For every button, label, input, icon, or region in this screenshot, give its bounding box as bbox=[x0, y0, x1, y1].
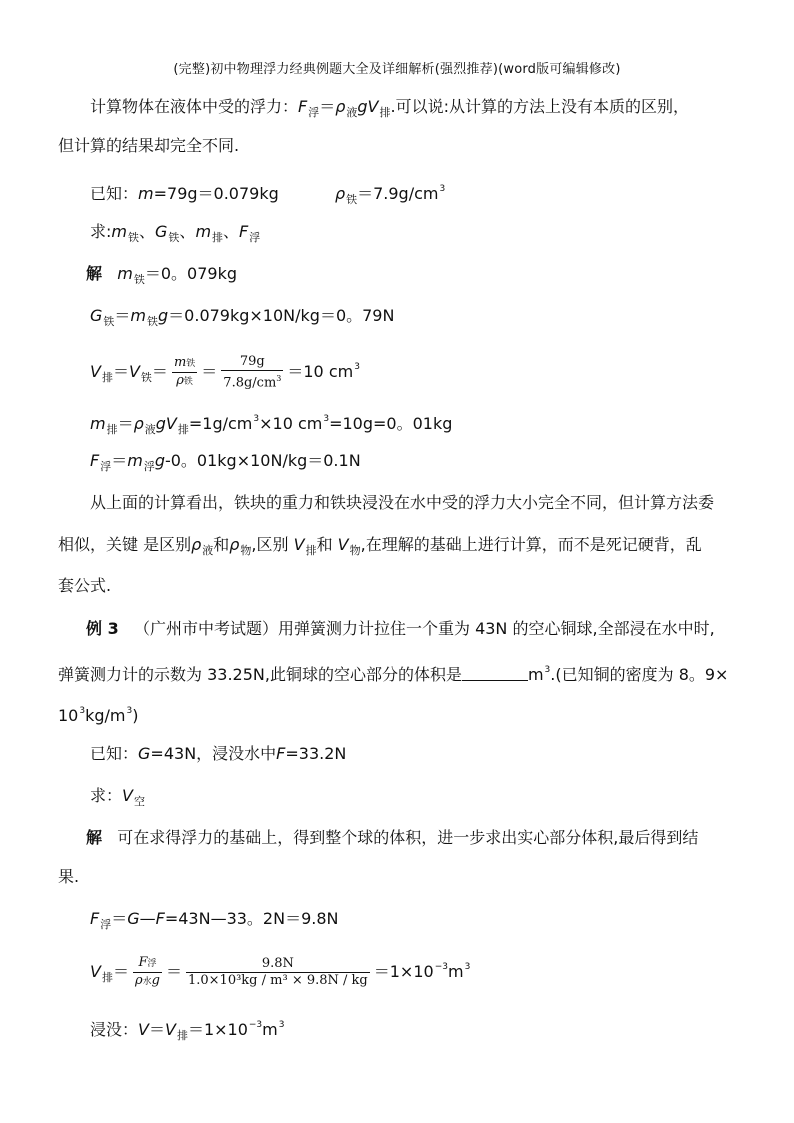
fraction-79g: $\frac{79g}{7.8g/cm^3}$ bbox=[223, 353, 282, 391]
solution-m: 解 $m_铁=0$。079kg bbox=[86, 264, 238, 286]
conclusion-line-1: 从上面的计算看出，铁块的重力和铁块浸没在水中受的浮力大小完全不同，但计算方法委 bbox=[90, 493, 715, 512]
example3-seek: 求：$V_空$ bbox=[90, 786, 145, 808]
example3-line-2: 弹簧测力计的示数为 33.25N,此铜球的空心部分的体积是 $m^3$.(已知铜的密度为 8。9× bbox=[58, 665, 729, 684]
answer-blank bbox=[462, 666, 528, 681]
example3-line-1: 例 3 （广州市中考试题）用弹簧测力计拉住一个重为 43N 的空心铜球,全部浸在水中时, bbox=[86, 619, 715, 638]
conclusion-line-2: 相似，关键 是区别$\rho_液$和$\rho_物$,区别 $V_排$和 $V_物$,在理解的基础上进行计算，而不是死记硬背，乱 bbox=[58, 535, 702, 557]
example3-immersed: 浸没：$V=V_排=1\times 10^{-3}m^3$ bbox=[90, 1020, 285, 1042]
fraction-m-over-rho: $\frac{\text{m铁}}{\text{ρ铁}}$ bbox=[173, 355, 196, 388]
fraction-f-over-rho-g: $\frac{\text{F浮}}{\text{ρ水g}}$ bbox=[134, 955, 160, 988]
example3-solution-1: 解 可在求得浮力的基础上，得到整个球的体积，进一步求出实心部分体积,最后得到结 bbox=[86, 828, 699, 847]
intro-line-1: 计算物体在液体中受的浮力：$F_浮=\rho_液gV_排$.可以说:从计算的方法上没有本质的区别， bbox=[90, 97, 689, 119]
known-line: 已知：m=79g＝0.079kg $\rho_铁=7.9g/cm^3$ bbox=[90, 184, 446, 206]
example3-title: 例 3 bbox=[86, 619, 119, 638]
example3-v-eq: $V_排=$ $\frac{\text{F浮}}{\text{ρ水g}}$ ＝ $\frac{9.8N}{\text{1.0×10³kg / m³ × 9.8N / kg}}$ $=1\times 10^{-3}m^3$ bbox=[90, 955, 471, 988]
solution-f: $F_浮=m_浮g-0$。01kg×10N/kg＝0.1N bbox=[90, 451, 361, 473]
example3-solution-2: 果. bbox=[58, 867, 80, 886]
solution-g: $G_铁=m_铁g=0.079kg\times 10N/kg=0$。79N bbox=[90, 306, 395, 328]
intro-line-2: 但计算的结果却完全不同. bbox=[58, 136, 240, 155]
example3-known: 已知：G=43N，浸没水中F=33.2N bbox=[90, 744, 347, 763]
solution-m-pai: $m_排=\rho_液gV_排=1g/cm^3\times 10$ $cm^3=10g=0$。01kg bbox=[90, 414, 453, 436]
fraction-9-8n: $\frac{9.8N}{\text{1.0×10³kg / m³ × 9.8N / kg}}$ bbox=[187, 956, 368, 988]
example3-f-eq: $F_浮=G—F=43N—33$。2N＝9.8N bbox=[90, 909, 339, 931]
document-header: (完整)初中物理浮力经典例题大全及详细解析(强烈推荐)(word版可编辑修改) bbox=[173, 62, 621, 77]
conclusion-line-3: 套公式. bbox=[58, 576, 112, 595]
example3-line-3: $10^3kg/m^3$) bbox=[58, 706, 139, 725]
seek-line: 求$:m_铁$、$G_铁$、$m_排$、$F_浮$ bbox=[90, 222, 261, 244]
solution-v: $V_排=V_铁=$ $\frac{\text{m铁}}{\text{ρ铁}}$ ＝ $\frac{79g}{7.8g/cm^3}$ ＝10 $cm^3$ bbox=[90, 353, 360, 391]
